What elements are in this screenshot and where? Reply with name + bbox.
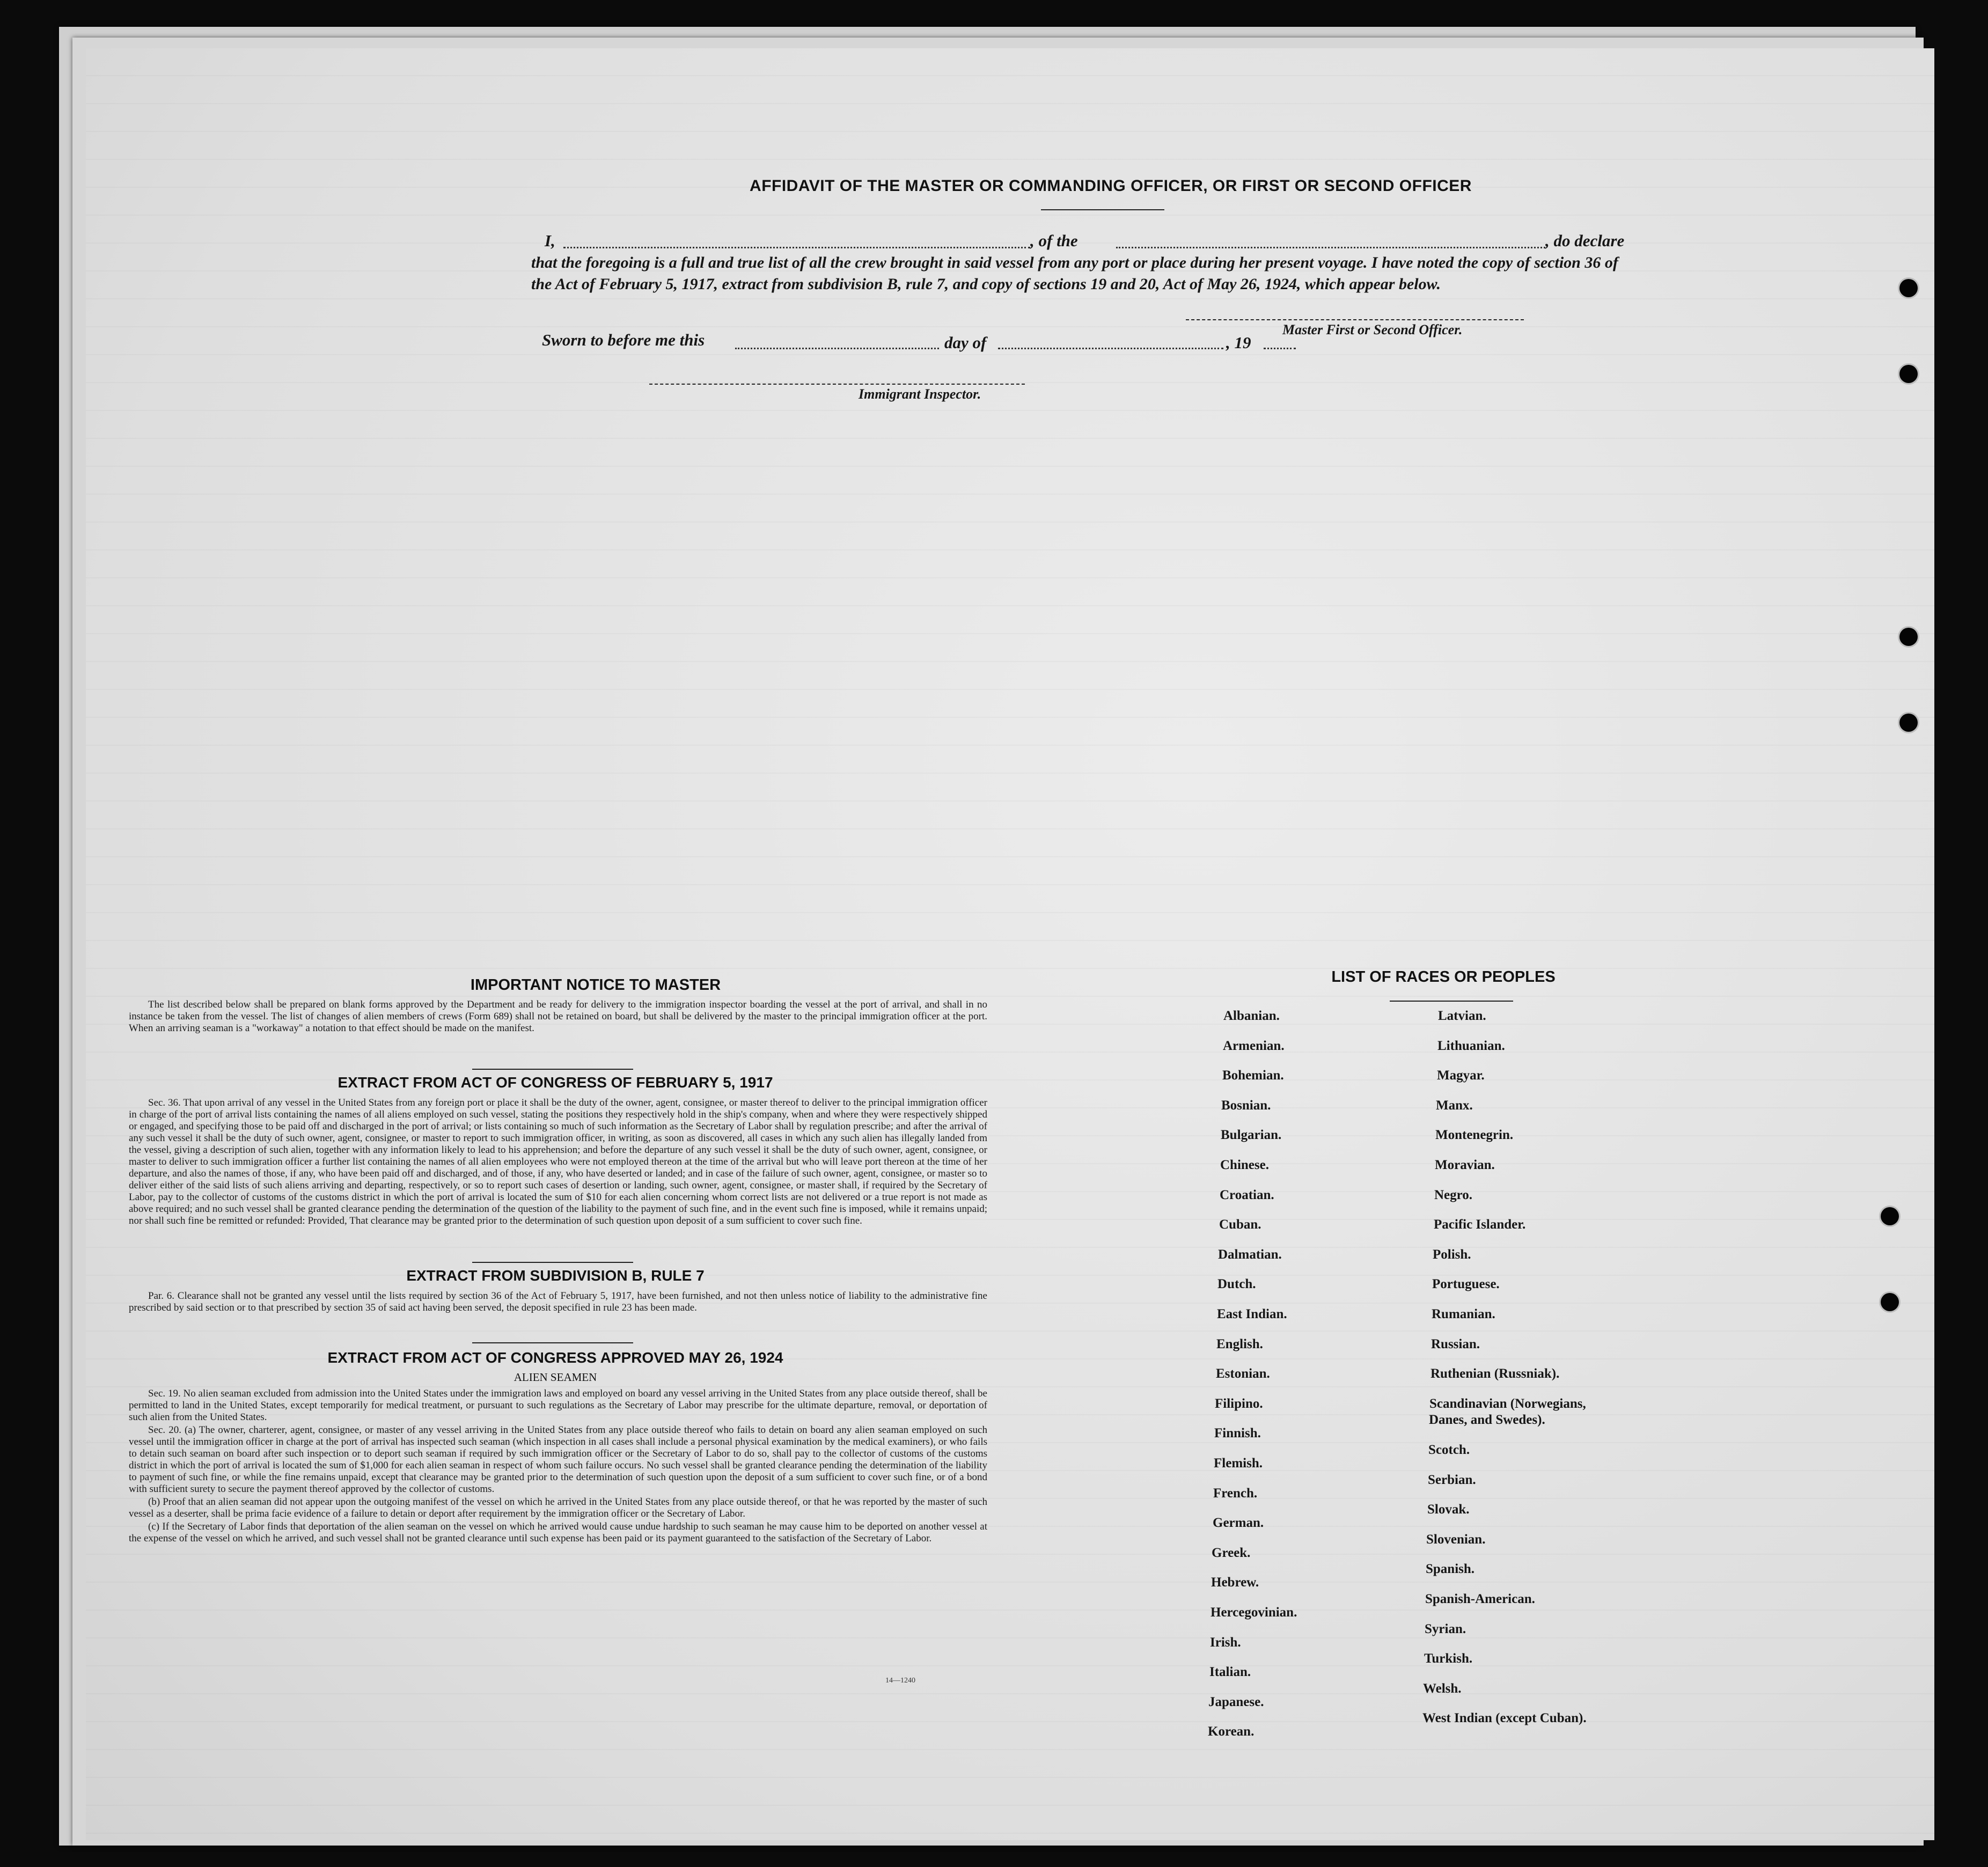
race-item: Serbian. <box>1428 1473 1476 1487</box>
race-item: Turkish. <box>1424 1651 1473 1666</box>
race-item: Portuguese. <box>1432 1277 1500 1291</box>
race-item: Slovak. <box>1427 1502 1470 1517</box>
race-item: Spanish-American. <box>1425 1592 1535 1606</box>
race-item: Magyar. <box>1437 1068 1485 1083</box>
sworn-day-blank <box>735 348 939 349</box>
race-item: Manx. <box>1436 1098 1473 1113</box>
race-item: Japanese. <box>1208 1695 1264 1709</box>
race-item: Flemish. <box>1214 1456 1263 1471</box>
divider <box>1041 209 1164 210</box>
signature-line-inspector <box>649 384 1025 385</box>
binder-hole-icon <box>1899 628 1918 646</box>
section-19-paragraph: Sec. 19. No alien seaman excluded from admission into the United States under the immigration laws and employed on board any vessel arriving in the United States from any place outside thereof, shall be permitted to land in the United States, except temporarily for medical treatment, or pursuant to such regulations as the Secretary of Labor may prescribe for the ultimate departure, removal, or deportation of such alien from the United States. <box>129 1388 987 1423</box>
race-item: Negro. <box>1434 1188 1473 1202</box>
race-item: Albanian. <box>1223 1009 1280 1023</box>
race-item: Filipino. <box>1215 1396 1263 1411</box>
notice-title: IMPORTANT NOTICE TO MASTER <box>470 976 721 994</box>
binder-hole-icon <box>1899 279 1918 297</box>
sworn-prefix: Sworn to before me this <box>542 330 705 349</box>
affidavit-body: that the foregoing is a full and true list of all the crew brought in said vessel from any port or place during her present voyage. I have noted the copy of section 36 of the Act of February 5, 1917, extract from subdivision B, rule 7, and copy of sections 19 and 20, Act of May 26, 1924, which appear below. <box>531 254 1618 293</box>
binder-hole-icon <box>1881 1293 1899 1311</box>
binder-hole-icon <box>1881 1207 1899 1225</box>
race-item: Finnish. <box>1214 1426 1261 1440</box>
notice-paragraph: The list described below shall be prepared on blank forms approved by the Department and be ready for delivery to the immigration inspector boarding the vessel at the port of arrival, and shall in no instance be taken from the vessel. The list of changes of alien members of crews (Form 689) shall not be retained on board, but shall be delivered by the master to the principal immigration officer at the port. When an arriving seaman is a "workaway" a notation to that effect should be made on the manifest. <box>129 999 987 1034</box>
race-item: Spanish. <box>1426 1562 1475 1576</box>
race-item: Croatian. <box>1220 1188 1274 1202</box>
vessel-blank <box>1116 247 1545 248</box>
sworn-day: day of <box>944 333 987 352</box>
divider <box>472 1342 633 1343</box>
extract-1917-title: EXTRACT FROM ACT OF CONGRESS OF FEBRUARY 5, 1917 <box>338 1074 773 1091</box>
race-item: Cuban. <box>1219 1217 1261 1232</box>
sworn-month-blank <box>998 348 1223 349</box>
extract-1917-body <box>129 1097 987 1228</box>
extract-1924-body <box>129 1388 987 1546</box>
divider <box>472 1069 633 1070</box>
notice-body <box>129 999 987 1035</box>
section-36-paragraph: Sec. 36. That upon arrival of any vessel in the United States from any foreign port or place it shall be the duty of the owner, agent, consignee, or master thereof to deliver to the principal immigration officer in charge of the port of arrival lists containing the names of all aliens employed on such vessel, stating the positions they respectively hold in the ship's company, when and where they were respectively shipped or engaged, and specifying those to be paid off and discharged in the port of arrival; or lists containing so much of such information as the Secretary of Labor shall by regulation prescribe; and after the arrival of any such vessel it shall be the duty of such owner, agent, consignee, or master to report to such immigration officer, in writing, as soon as discovered, all cases in which any such alien has illegally landed from the vessel, giving a description of such alien, together with any information likely to lead to his apprehension; and before the departure of any such vessel it shall be the duty of such owner, agent, consignee, or master to deliver to such immigration officer a further list containing the names of all alien employees who were not employed thereon at the time of the arrival but who will leave port thereon at the time of her departure, and also the names of those, if any, who have been paid off and discharged, and of those, if any, who have deserted or landed; and in case of the failure of such owner, agent, consignee, or master so to deliver either of the said lists of such aliens arriving and departing, respectively, or so to report such cases of desertion or landing, such owner, agent, consignee, or master shall, if required by the Secretary of Labor, pay to the collector of customs of the customs district in which the port of arrival is located the sum of $10 for each alien concerning whom correct lists are not delivered or a true report is not made as above required; and no such vessel shall be granted clearance pending the determination of the question of the liability to the payment of such fine, and in the event such fine is imposed, while it remains unpaid; nor shall such fine be remitted or refunded: Provided, That clearance may be granted prior to the determination of such question upon deposit of a sum sufficient to cover such fine. <box>129 1097 987 1226</box>
race-item: Danes, and Swedes). <box>1429 1413 1545 1427</box>
race-item: Greek. <box>1212 1546 1251 1560</box>
affidavit-line-of-the: , of the <box>1030 231 1078 250</box>
race-item: English. <box>1216 1337 1263 1351</box>
affidavit-title: AFFIDAVIT OF THE MASTER OR COMMANDING OFFICER, OR FIRST OR SECOND OFFICER <box>750 177 1472 195</box>
rule-7-paragraph: Par. 6. Clearance shall not be granted any vessel until the lists required by section 36 of the Act of February 5, 1917, have been furnished, and not then unless notice of liability to the administrative fine prescribed by said section or to that prescribed by section 35 of said act having been served, the deposit specified in rule 23 has been made. <box>129 1290 987 1313</box>
form-number: 14—1240 <box>885 1677 915 1685</box>
race-item: Scandinavian (Norwegians, <box>1429 1396 1586 1411</box>
affidavit-line-i: I, <box>545 231 555 250</box>
race-item: Hebrew. <box>1211 1575 1259 1590</box>
section-20b-paragraph: (b) Proof that an alien seaman did not appear upon the outgoing manifest of the vessel on which he arrived in the United States from any place outside thereof, or that he was reported by the master of such vessel as a deserter, shall be prima facie evidence of a failure to detain or deport after requirement by the immigration officer or the Secretary of Labor. <box>129 1496 987 1519</box>
race-item: East Indian. <box>1217 1307 1287 1321</box>
race-item: Bosnian. <box>1221 1098 1271 1113</box>
binder-hole-icon <box>1899 714 1918 732</box>
race-item: Ruthenian (Russniak). <box>1431 1366 1560 1381</box>
race-item: Montenegrin. <box>1435 1128 1514 1142</box>
race-item: Dalmatian. <box>1218 1247 1282 1262</box>
race-item: Syrian. <box>1425 1622 1466 1636</box>
document-sheet <box>86 48 1934 1840</box>
race-item: Latvian. <box>1438 1009 1486 1023</box>
race-item: Welsh. <box>1423 1681 1462 1696</box>
race-item: Irish. <box>1210 1635 1241 1650</box>
divider <box>472 1262 633 1263</box>
races-title: LIST OF RACES OR PEOPLES <box>1331 968 1556 986</box>
race-item: Italian. <box>1209 1665 1251 1679</box>
extract-1924-subtitle: ALIEN SEAMEN <box>513 1371 597 1384</box>
bleed-through-texture <box>86 48 1934 1840</box>
signature-line-master <box>1186 319 1524 320</box>
race-item: Armenian. <box>1223 1039 1285 1053</box>
binder-hole-icon <box>1899 365 1918 383</box>
race-item: Slovenian. <box>1426 1532 1486 1547</box>
race-item: Pacific Islander. <box>1434 1217 1526 1232</box>
race-item: Rumanian. <box>1432 1307 1495 1321</box>
section-20a-paragraph: Sec. 20. (a) The owner, charterer, agent, consignee, or master of any vessel arriving in the United States from any place outside thereof who fails to detain on board any alien seaman employed on such vessel until the immigration officer in charge at the port of arrival has inspected such seaman (which inspection in all cases shall include a personal physical examination by the medical examiners), or who fails to detain such seaman on board after such inspection or to deport such seaman if required by such immigration officer or the Secretary of Labor to do so, shall pay to the collector of customs of the customs district in which the port of arrival is located the sum of $1,000 for each alien seaman in respect of whom such failure occurs. No such vessel shall be granted clearance pending the determination of the liability to payment of such fine, or while the fine remains unpaid, except that clearance may be granted prior to the determination of such question upon the deposit of a sum sufficient to cover such fine, or of a bond with sufficient surety to secure the payment thereof approved by the collector of customs. <box>129 1424 987 1495</box>
race-item: Bulgarian. <box>1221 1128 1282 1142</box>
race-item: Estonian. <box>1216 1366 1270 1381</box>
sworn-year-blank <box>1264 348 1296 349</box>
sworn-year: , 19 <box>1226 333 1251 352</box>
race-item: Chinese. <box>1220 1158 1269 1172</box>
race-item: Dutch. <box>1217 1277 1256 1291</box>
race-item: Lithuanian. <box>1437 1039 1505 1053</box>
master-signature-label: Master First or Second Officer. <box>1282 322 1463 337</box>
name-blank <box>563 247 1030 248</box>
race-item: Bohemian. <box>1222 1068 1284 1083</box>
extract-rule7-title: EXTRACT FROM SUBDIVISION B, RULE 7 <box>406 1267 705 1284</box>
extract-1924-title: EXTRACT FROM ACT OF CONGRESS APPROVED MAY 26, 1924 <box>327 1349 783 1366</box>
divider <box>1390 1001 1513 1002</box>
race-item: Russian. <box>1431 1337 1480 1351</box>
race-item: Polish. <box>1433 1247 1471 1262</box>
race-item: Moravian. <box>1435 1158 1495 1172</box>
race-item: French. <box>1213 1486 1258 1501</box>
race-item: Hercegovinian. <box>1211 1605 1297 1620</box>
extract-rule7-body <box>129 1290 987 1315</box>
section-20c-paragraph: (c) If the Secretary of Labor finds that deportation of the alien seaman on the vessel on which he arrived would cause undue hardship to such seaman he may cause him to be deported on another vessel at the expense of the vessel on which he arrived, and such vessel shall not be granted clearance until such expense has been paid or its payment guaranteed to the satisfaction of the Secretary of Labor. <box>129 1521 987 1544</box>
race-item: Scotch. <box>1428 1443 1470 1457</box>
affidavit-line-declare: , do declare <box>1545 231 1625 250</box>
race-item: Korean. <box>1208 1724 1255 1739</box>
race-item: West Indian (except Cuban). <box>1422 1711 1587 1725</box>
race-item: German. <box>1213 1516 1264 1530</box>
inspector-signature-label: Immigrant Inspector. <box>859 386 981 402</box>
